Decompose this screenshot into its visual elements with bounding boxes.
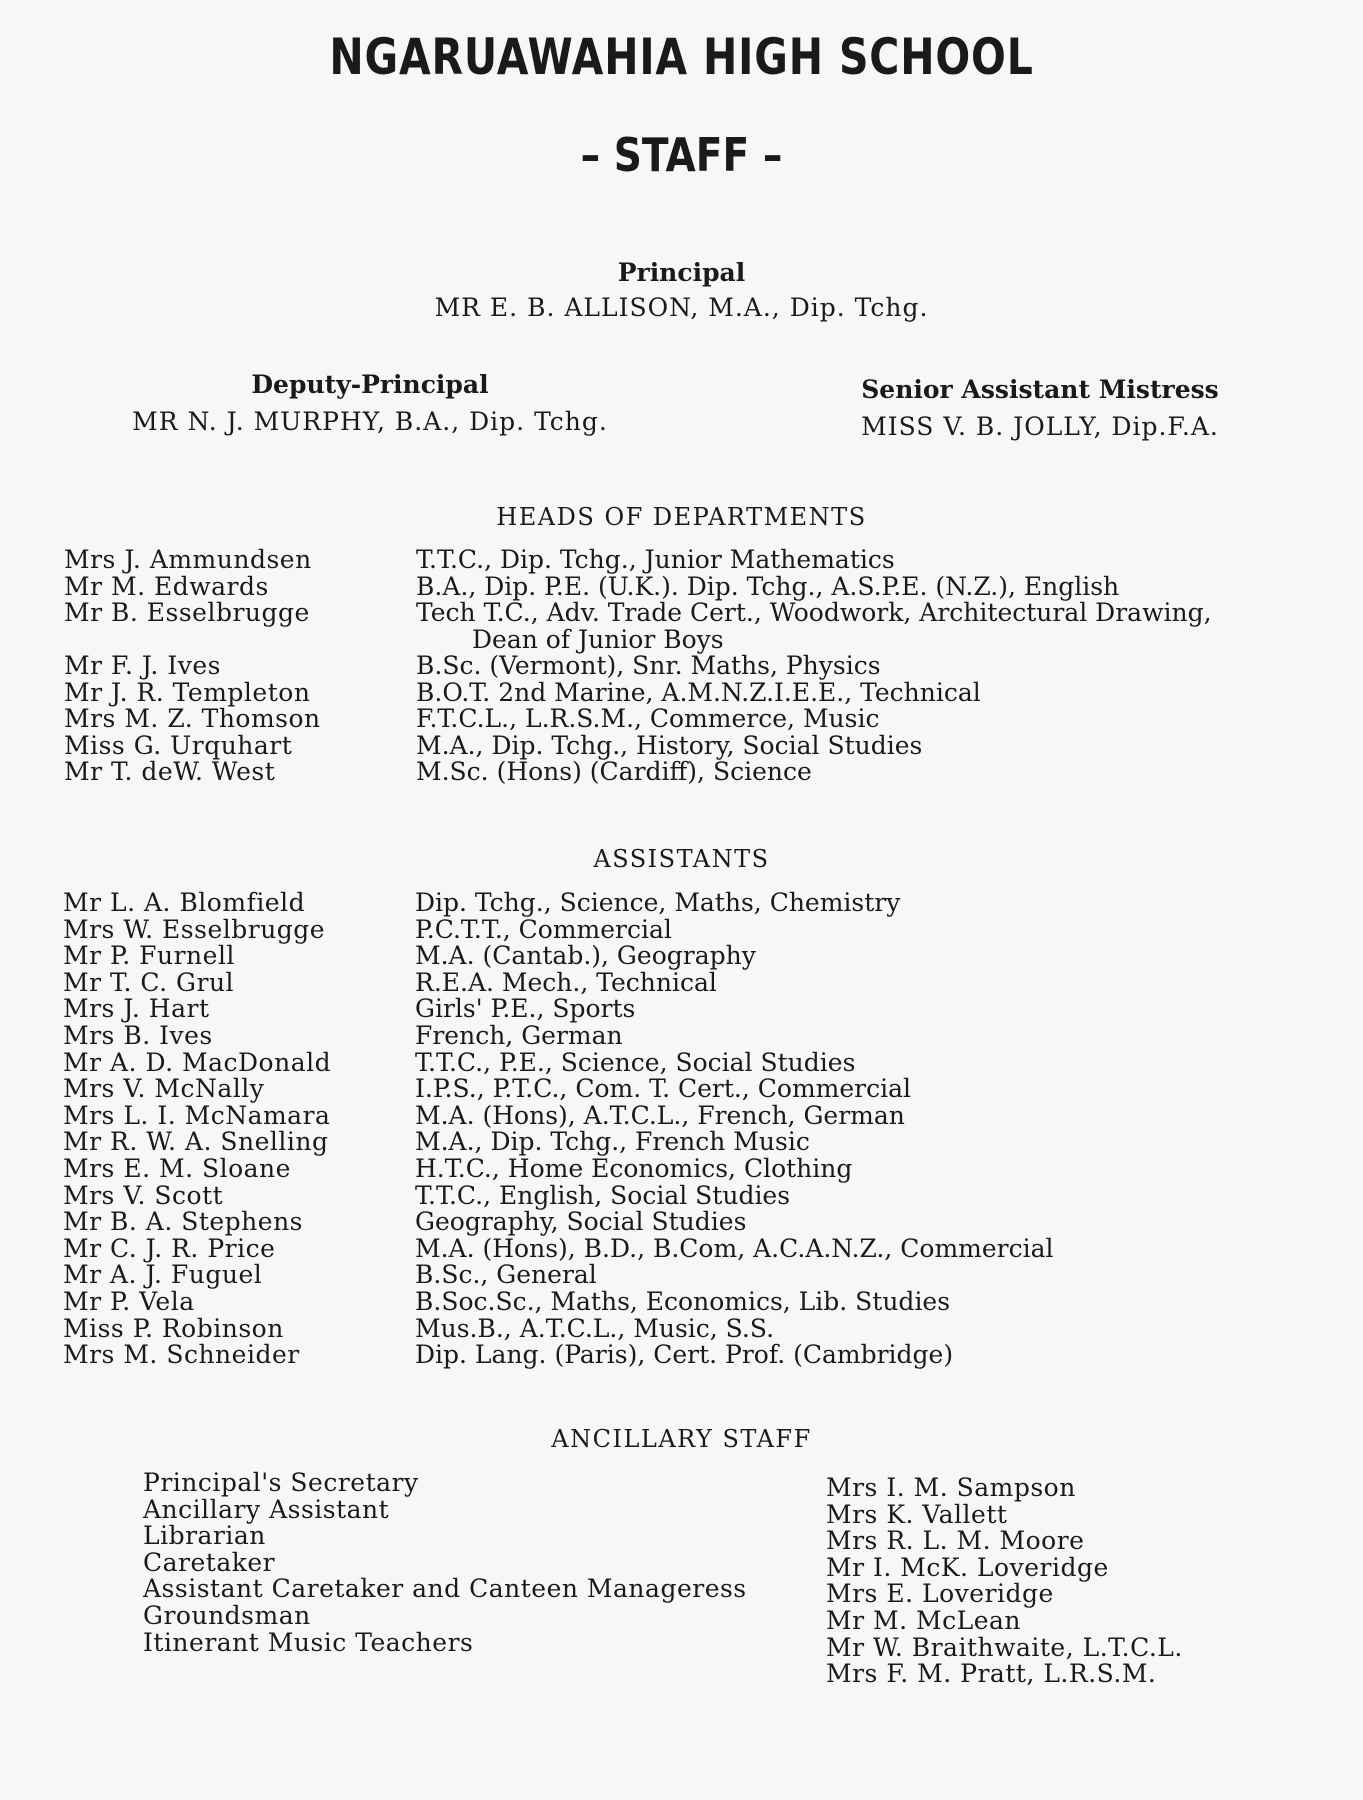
principal-label: Principal xyxy=(617,258,746,287)
ancillary-role: Groundsman xyxy=(143,1601,311,1630)
staff-qualifications: Dean of Junior Boys xyxy=(472,624,724,654)
staff-qualifications: Dip. Lang. (Paris), Cert. Prof. (Cambridge) xyxy=(415,1340,954,1370)
ancillary-role: Itinerant Music Teachers xyxy=(143,1627,474,1657)
deputy-principal-name: MR N. J. MURPHY, B.A., Dip. Tchg. xyxy=(132,407,608,436)
staff-qualifications: P.C.T.T., Commercial xyxy=(415,914,672,944)
staff-qualifications: R.E.A. Mech., Technical xyxy=(415,967,717,997)
ancillary-person: Mrs K. Vallett xyxy=(826,1499,1008,1529)
staff-qualifications: T.T.C., Dip. Tchg., Junior Mathematics xyxy=(416,545,895,574)
staff-title: – STAFF – xyxy=(580,128,783,182)
staff-name: Mr A. D. MacDonald xyxy=(63,1047,332,1077)
senior-assistant-mistress-label: Senior Assistant Mistress xyxy=(861,375,1219,404)
staff-name: Mrs E. M. Sloane xyxy=(63,1154,291,1183)
staff-name: Mr T. deW. West xyxy=(64,757,276,786)
staff-name: Mrs J. Hart xyxy=(63,994,210,1024)
staff-qualifications: T.T.C., English, Social Studies xyxy=(415,1180,791,1210)
staff-qualifications: M.Sc. (Hons) (Cardiff), Science xyxy=(416,757,812,786)
staff-qualifications: B.O.T. 2nd Marine, A.M.N.Z.I.E.E., Technical xyxy=(416,677,981,707)
staff-qualifications: H.T.C., Home Economics, Clothing xyxy=(415,1154,853,1183)
ancillary-person: Mr W. Braithwaite, L.T.C.L. xyxy=(826,1632,1183,1662)
deputy-principal-block xyxy=(90,370,650,436)
staff-qualifications: Dip. Tchg., Science, Maths, Chemistry xyxy=(415,888,901,917)
staff-qualifications: M.A. (Cantab.), Geography xyxy=(415,941,756,971)
ancillary-person: Mr I. McK. Loveridge xyxy=(826,1552,1109,1582)
staff-name: Mr M. Edwards xyxy=(64,571,269,601)
staff-qualifications: Mus.B., A.T.C.L., Music, S.S. xyxy=(415,1313,775,1343)
heads-of-departments-heading: HEADS OF DEPARTMENTS xyxy=(496,503,867,531)
assistants-heading: ASSISTANTS xyxy=(593,845,770,873)
ancillary-role: Librarian xyxy=(143,1521,266,1551)
staff-name: Mr P. Furnell xyxy=(63,941,235,971)
staff-name: Mrs M. Schneider xyxy=(63,1340,300,1370)
staff-qualifications: Tech T.C., Adv. Trade Cert., Woodwork, Architectural Drawing, xyxy=(416,598,1212,627)
staff-name: Mr F. J. Ives xyxy=(64,651,221,680)
staff-name: Mr R. W. A. Snelling xyxy=(63,1127,329,1157)
ancillary-role: Caretaker xyxy=(143,1547,276,1577)
principal-name: MR E. B. ALLISON, M.A., Dip. Tchg. xyxy=(434,293,929,322)
senior-assistant-mistress-name: MISS V. B. JOLLY, Dip.F.A. xyxy=(861,412,1219,441)
ancillary-role: Principal's Secretary xyxy=(143,1468,419,1497)
ancillary-role: Ancillary Assistant xyxy=(143,1494,390,1524)
school-title: NGARUAWAHIA HIGH SCHOOL xyxy=(329,28,1034,86)
staff-qualifications: Geography, Social Studies xyxy=(415,1207,747,1237)
ancillary-person: Mrs R. L. M. Moore xyxy=(826,1526,1085,1556)
ancillary-person: Mrs I. M. Sampson xyxy=(826,1473,1076,1502)
ancillary-person: Mrs F. M. Pratt, L.R.S.M. xyxy=(826,1659,1157,1689)
staff-qualifications: B.Sc., General xyxy=(415,1260,597,1290)
staff-name: Mr J. R. Templeton xyxy=(64,677,311,707)
staff-name: Miss G. Urquhart xyxy=(64,730,293,760)
staff-name: Mr B. A. Stephens xyxy=(63,1207,304,1237)
staff-name: Mr L. A. Blomfield xyxy=(63,888,306,917)
deputy-principal-label: Deputy-Principal xyxy=(251,370,489,399)
ancillary-person: Mr M. McLean xyxy=(826,1606,1021,1635)
ancillary-person: Mrs E. Loveridge xyxy=(826,1579,1054,1609)
staff-name: Mrs J. Ammundsen xyxy=(64,545,312,574)
staff-name: Mr B. Esselbrugge xyxy=(64,598,310,627)
ancillary-staff-heading: ANCILLARY STAFF xyxy=(551,1425,812,1453)
ancillary-role: Assistant Caretaker and Canteen Manageress xyxy=(143,1574,747,1604)
principal-block xyxy=(0,258,1363,322)
staff-qualifications: B.Sc. (Vermont), Snr. Maths, Physics xyxy=(416,651,881,680)
staff-qualifications: French, German xyxy=(415,1021,623,1050)
staff-qualifications: M.A., Dip. Tchg., History, Social Studies xyxy=(416,730,923,760)
staff-qualifications: Girls' P.E., Sports xyxy=(415,994,636,1024)
staff-qualifications: I.P.S., P.T.C., Com. T. Cert., Commercial xyxy=(415,1074,911,1104)
staff-qualifications: M.A. (Hons), B.D., B.Com, A.C.A.N.Z., Commercial xyxy=(415,1233,1054,1263)
staff-name: Mrs L. I. McNamara xyxy=(63,1100,331,1130)
staff-qualifications: T.T.C., P.E., Science, Social Studies xyxy=(415,1047,856,1077)
staff-name: Mrs B. Ives xyxy=(63,1021,213,1050)
staff-name: Mr A. J. Fuguel xyxy=(63,1260,263,1290)
staff-qualifications: M.A., Dip. Tchg., French Music xyxy=(415,1127,810,1157)
staff-name: Miss P. Robinson xyxy=(63,1313,284,1343)
staff-name: Mr P. Vela xyxy=(63,1287,195,1316)
staff-name: Mrs V. McNally xyxy=(63,1074,265,1104)
staff-qualifications: B.Soc.Sc., Maths, Economics, Lib. Studies xyxy=(415,1287,951,1316)
staff-name: Mrs V. Scott xyxy=(63,1180,224,1210)
staff-qualifications: M.A. (Hons), A.T.C.L., French, German xyxy=(415,1100,905,1130)
staff-name: Mr C. J. R. Price xyxy=(63,1233,276,1263)
senior-assistant-mistress-block xyxy=(790,375,1290,441)
staff-qualifications: F.T.C.L., L.R.S.M., Commerce, Music xyxy=(416,704,880,733)
staff-qualifications: B.A., Dip. P.E. (U.K.). Dip. Tchg., A.S.P.E. (N.Z.), English xyxy=(416,571,1120,601)
staff-name: Mrs M. Z. Thomson xyxy=(64,704,321,733)
staff-name: Mrs W. Esselbrugge xyxy=(63,914,326,944)
staff-name: Mr T. C. Grul xyxy=(63,967,235,997)
